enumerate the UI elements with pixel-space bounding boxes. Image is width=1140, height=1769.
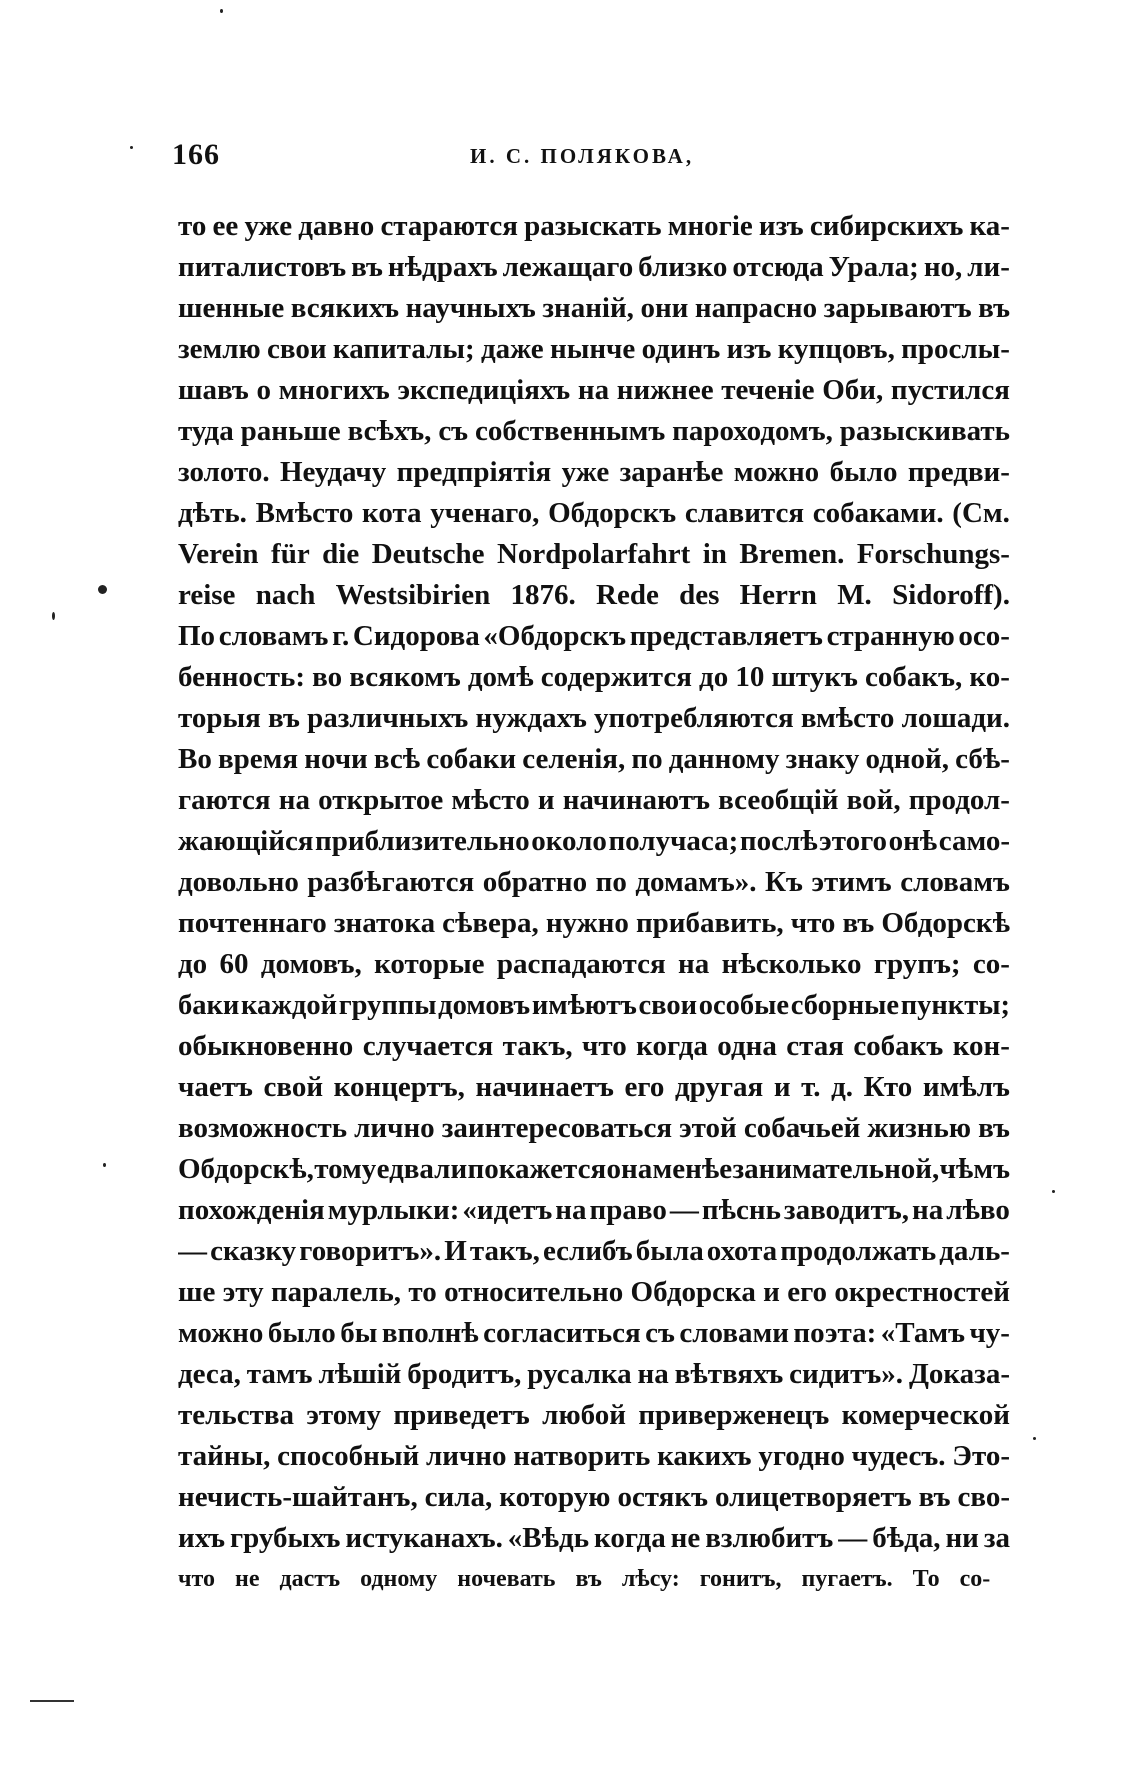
margin-mark: [30, 1700, 74, 1702]
scan-speck: [1033, 1437, 1036, 1440]
text-line: Verein für die Deutsche Nordpolarfahrt in Bremen. Forschungs-: [178, 538, 1010, 570]
text-line: обыкновенно случается такъ, что когда одна стая собакъ кон-: [178, 1030, 1010, 1062]
scan-speck: [1052, 1190, 1055, 1193]
text-line: шавъ о многихъ экспедиціяхъ на нижнее теченіе Оби, пустился: [178, 374, 1010, 406]
text-line: шенные всякихъ научныхъ знаній, они напрасно зарываютъ въ: [178, 292, 1010, 324]
text-line: то ее уже давно стараются разыскать многіе изъ сибирскихъ ка-: [178, 210, 1010, 242]
text-line: ше эту паралель, то относительно Обдорска и его окрестностей: [178, 1276, 1010, 1308]
scan-speck: [130, 146, 133, 149]
text-line: возможность лично заинтересоваться этой собачьей жизнью въ: [178, 1112, 1010, 1144]
text-line: что не дастъ одному ночевать въ лѣсу: гонитъ, пугаетъ. То со-: [178, 1566, 991, 1592]
text-line: ихъ грубыхъ истуканахъ. «Вѣдь когда не взлюбитъ — бѣда, ни за: [178, 1522, 1010, 1554]
text-line: бенность: во всякомъ домѣ содержится до 10 штукъ собакъ, ко-: [178, 661, 1010, 693]
scan-speck: [98, 585, 107, 594]
text-line: дѣть. Вмѣсто кота ученаго, Обдорскъ славится собаками. (См.: [178, 497, 1010, 529]
text-line: reise nach Westsibirien 1876. Rede des Herrn M. Sidoroff).: [178, 579, 1010, 611]
text-line: — сказку говоритъ». И такъ, еслибъ была охота продолжать даль-: [178, 1235, 1010, 1267]
text-line: до 60 домовъ, которые распадаются на нѣсколько групъ; со-: [178, 948, 1010, 980]
text-line: Обдорскѣ, тому едвали покажется она менѣе занимательной, чѣмъ: [178, 1153, 1010, 1185]
body-text: [178, 206, 1010, 1600]
text-line: тельства этому приведетъ любой приверженецъ комерческой: [178, 1399, 1010, 1431]
text-line: довольно разбѣгаются обратно по домамъ». Къ этимъ словамъ: [178, 866, 1010, 898]
text-line: можно было бы вполнѣ согласиться съ словами поэта: «Тамъ чу-: [178, 1317, 1010, 1349]
text-line: землю свои капиталы; даже нынче одинъ изъ купцовъ, прослы-: [178, 333, 1010, 365]
text-line: Во время ночи всѣ собаки селенія, по данному знаку одной, сбѣ-: [178, 743, 1010, 775]
text-line: почтеннаго знатока сѣвера, нужно прибавить, что въ Обдорскѣ: [178, 907, 1010, 939]
text-line: похожденія мурлыки: «идетъ на право — пѣснь заводитъ, на лѣво: [178, 1194, 1010, 1226]
page-header: [170, 138, 1010, 178]
text-line: тайны, способный лично натворить какихъ угодно чудесъ. Это-: [178, 1440, 1010, 1472]
text-line: золото. Неудачу предпріятія уже заранѣе можно было предви-: [178, 456, 1010, 488]
running-head: И. С. ПОЛЯКОВА,: [470, 144, 695, 168]
text-line: По словамъ г. Сидорова «Обдорскъ представляетъ странную осо-: [178, 620, 1010, 652]
text-line: питалистовъ въ нѣдрахъ лежащаго близко отсюда Урала; но, ли-: [178, 251, 1010, 283]
scan-speck: [52, 612, 55, 620]
text-line: гаются на открытое мѣсто и начинаютъ всеобщій вой, продол-: [178, 784, 1010, 816]
text-line: нечисть-шайтанъ, сила, которую остякъ олицетворяетъ въ сво-: [178, 1481, 1010, 1513]
text-line: чаетъ свой концертъ, начинаетъ его другая и т. д. Кто имѣлъ: [178, 1071, 1010, 1103]
page-number: 166: [172, 138, 220, 171]
text-line: жающійся приблизительно около получаса; послѣ этого онѣ само-: [178, 825, 1010, 857]
text-line: баки каждой группы домовъ имѣютъ свои особые сборные пункты;: [178, 990, 1010, 1021]
scan-speck: [103, 1163, 106, 1167]
scan-speck: [220, 9, 223, 13]
text-line: деса, тамъ лѣшій бродитъ, русалка на вѣтвяхъ сидитъ». Доказа-: [178, 1358, 1010, 1390]
text-line: торыя въ различныхъ нуждахъ употребляются вмѣсто лошади.: [178, 702, 1010, 734]
text-line: туда раньше всѣхъ, съ собственнымъ пароходомъ, разыскивать: [178, 415, 1010, 447]
